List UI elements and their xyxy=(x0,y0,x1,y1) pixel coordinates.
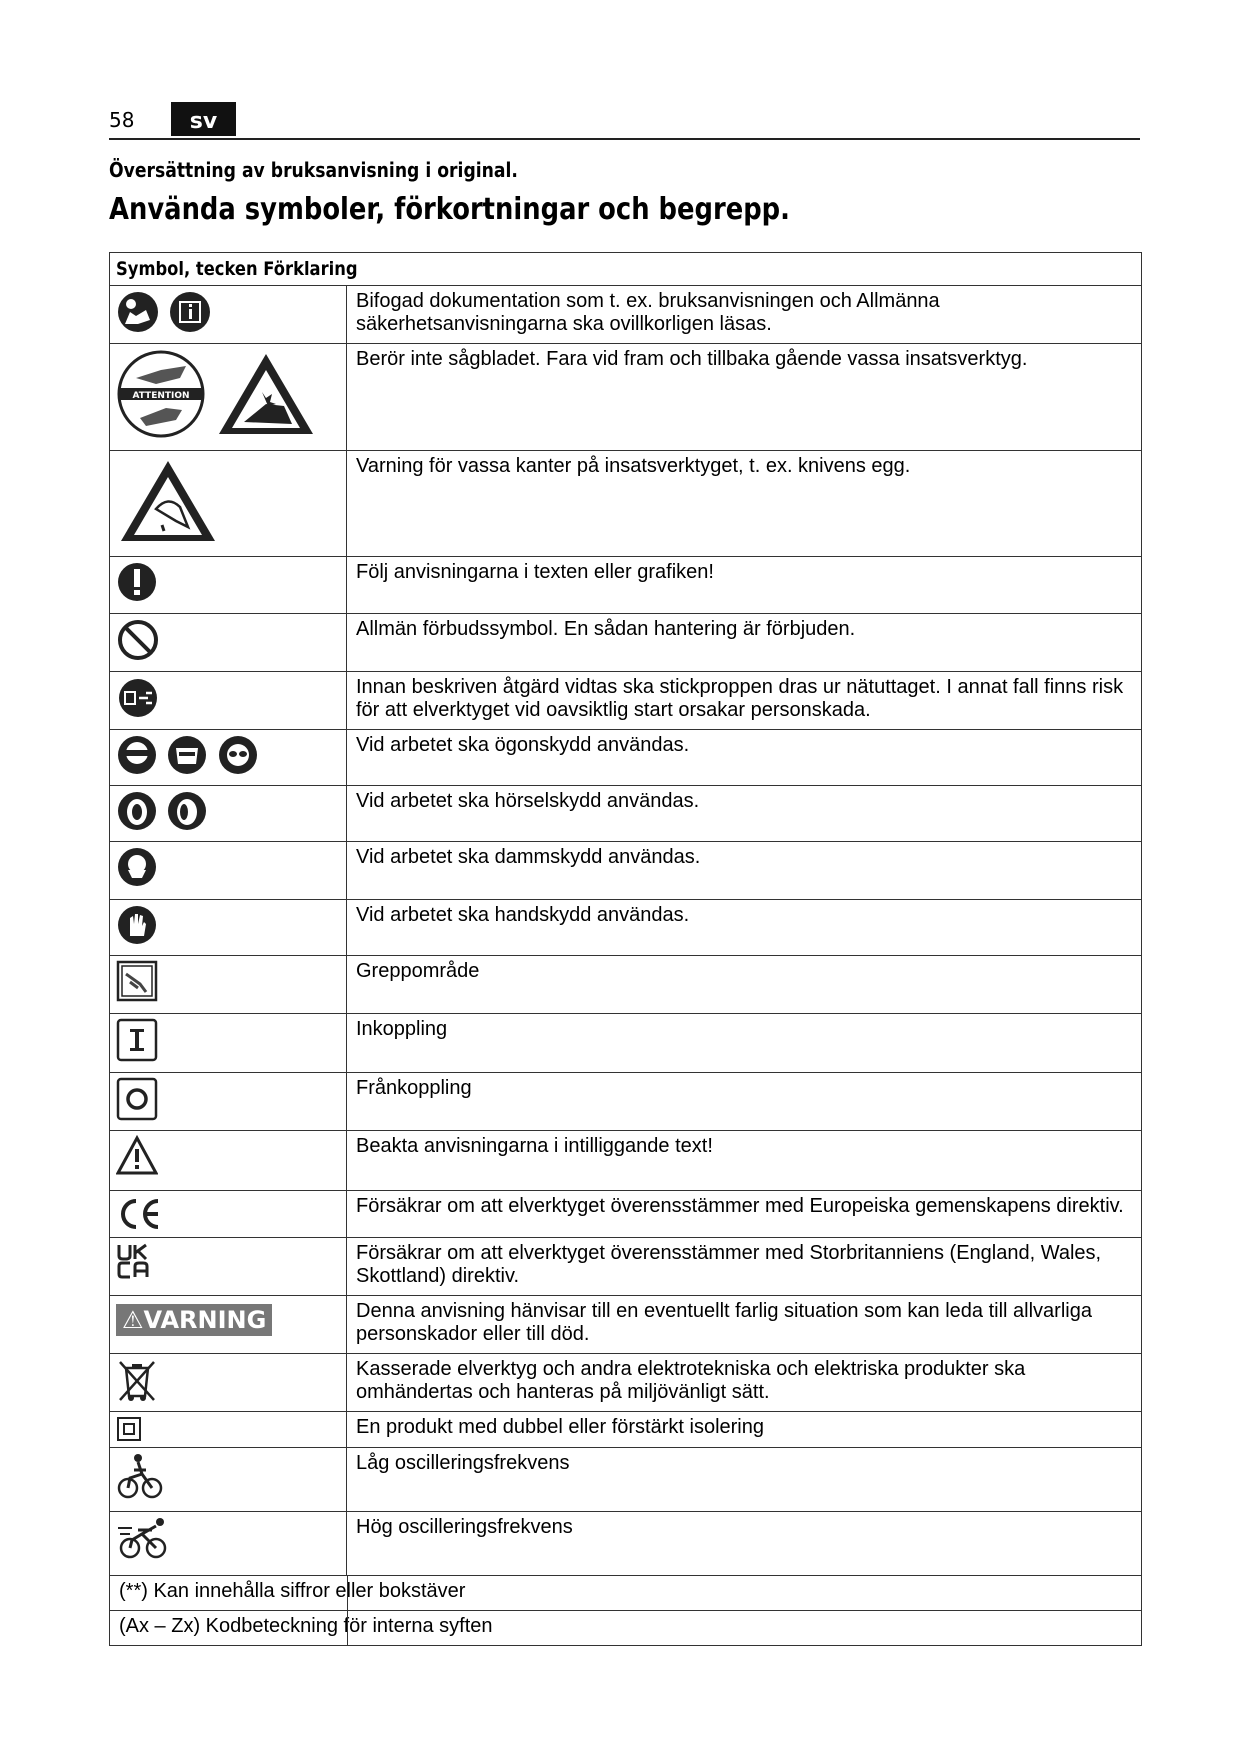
page-number: 58 xyxy=(109,108,135,132)
table-row xyxy=(110,786,1142,842)
gloves-icon xyxy=(116,904,158,946)
row-text: Greppområde xyxy=(347,956,1142,1014)
table-row xyxy=(110,842,1142,900)
row-text: Hög oscilleringsfrekvens xyxy=(347,1512,1142,1576)
page-title: Använda symboler, förkortningar och begrepp. xyxy=(109,192,790,227)
face-shield-icon xyxy=(166,734,208,776)
row-text: Vid arbetet ska ögonskydd användas. xyxy=(347,730,1142,786)
row-text: Försäkrar om att elverktyget överensstämmer med Europeiska gemenskapens direktiv. xyxy=(347,1191,1142,1238)
ear-protection-icon xyxy=(116,790,158,832)
warning-badge xyxy=(116,1304,272,1336)
footnote: (Ax – Zx) Kodbeteckning för interna syften xyxy=(119,1615,493,1637)
table-row xyxy=(110,286,1142,344)
row-text: Inkoppling xyxy=(347,1014,1142,1073)
table-row xyxy=(110,1354,1142,1412)
document-subtitle: Översättning av bruksanvisning i original. xyxy=(109,158,518,182)
goggles-icon xyxy=(217,734,259,776)
caution-triangle-icon xyxy=(116,1135,158,1177)
warning-badge-icon: ⚠ xyxy=(122,1306,144,1334)
row-text: Varning för vassa kanter på insatsverktyget, t. ex. knivens egg. xyxy=(347,451,1142,557)
weee-bin-icon xyxy=(116,1358,158,1404)
table-row xyxy=(110,344,1142,451)
table-header: Symbol, tecken Förklaring xyxy=(116,258,358,280)
row-text: Denna anvisning hänvisar till en eventuellt farlig situation som kan leda till allvarliga personskador eller till död. xyxy=(347,1296,1142,1354)
exclamation-icon xyxy=(116,561,158,603)
table-row xyxy=(110,1448,1142,1512)
switch-on-icon xyxy=(116,1018,158,1062)
table-row xyxy=(110,1512,1142,1576)
table-row xyxy=(110,1576,1142,1611)
table-row xyxy=(110,557,1142,614)
warning-badge-label: VARNING xyxy=(143,1306,267,1334)
slow-cyclist-icon xyxy=(116,1452,164,1502)
language-tab: sv xyxy=(171,102,236,136)
table-row xyxy=(110,956,1142,1014)
table-row xyxy=(110,1131,1142,1191)
grip-area-icon xyxy=(116,960,158,1002)
prohibition-icon xyxy=(116,618,160,662)
symbol-table xyxy=(109,252,1142,1646)
ear-muff-icon xyxy=(166,790,208,832)
ukca-mark-icon xyxy=(116,1242,154,1280)
switch-off-icon xyxy=(116,1077,158,1121)
row-text: Allmän förbudssymbol. En sådan hantering är förbjuden. xyxy=(347,614,1142,672)
table-row xyxy=(110,1412,1142,1448)
unplug-icon xyxy=(116,676,160,720)
table-row xyxy=(110,1073,1142,1131)
table-row xyxy=(110,1611,1142,1646)
row-text: Innan beskriven åtgärd vidtas ska stickproppen dras ur nätuttaget. I annat fall finns risk för att elverktyget vid oavsiktlig start orsakar personskada. xyxy=(347,672,1142,730)
table-row xyxy=(110,1191,1142,1238)
row-text: Frånkoppling xyxy=(347,1073,1142,1131)
table-header-row xyxy=(110,253,1142,286)
blade-hazard-warning-icon xyxy=(214,348,318,440)
attention-blade-icon xyxy=(116,348,206,440)
attention-label: ATTENTION xyxy=(132,391,190,401)
table-row xyxy=(110,1238,1142,1296)
table-row xyxy=(110,672,1142,730)
ce-mark-icon xyxy=(116,1195,164,1233)
row-text: Vid arbetet ska hörselskydd användas. xyxy=(347,786,1142,842)
eye-protection-icon xyxy=(116,734,158,776)
row-text: Försäkrar om att elverktyget överensstämmer med Storbritanniens (England, Wales, Skottland) direktiv. xyxy=(347,1238,1142,1296)
table-row xyxy=(110,1296,1142,1354)
row-text: Vid arbetet ska dammskydd användas. xyxy=(347,842,1142,900)
row-text: Berör inte sågbladet. Fara vid fram och tillbaka gående vassa insatsverktyg. xyxy=(347,344,1142,451)
footnote: (**) Kan innehålla siffror eller bokstäver xyxy=(119,1580,466,1602)
sharp-edge-warning-icon xyxy=(116,455,220,547)
row-text: Låg oscilleringsfrekvens xyxy=(347,1448,1142,1512)
table-row xyxy=(110,614,1142,672)
row-text: Vid arbetet ska handskydd användas. xyxy=(347,900,1142,956)
table-row xyxy=(110,730,1142,786)
table-row xyxy=(110,900,1142,956)
info-book-icon xyxy=(168,290,212,334)
row-text: Bifogad dokumentation som t. ex. bruksanvisningen och Allmänna säkerhetsanvisningarna ska ovillkorligen läsas. xyxy=(347,286,1142,344)
dust-mask-icon xyxy=(116,846,158,888)
read-manual-icon xyxy=(116,290,160,334)
fast-cyclist-icon xyxy=(116,1516,172,1562)
row-text: Följ anvisningarna i texten eller grafiken! xyxy=(347,557,1142,614)
table-row xyxy=(110,451,1142,557)
row-text: Beakta anvisningarna i intilliggande text! xyxy=(347,1131,1142,1191)
row-text: Kasserade elverktyg och andra elektrotekniska och elektriska produkter ska omhändertas och hanteras på miljövänligt sätt. xyxy=(347,1354,1142,1412)
page-header xyxy=(109,100,1140,140)
row-text: En produkt med dubbel eller förstärkt isolering xyxy=(347,1412,1142,1448)
double-insulation-icon xyxy=(116,1416,142,1442)
table-row xyxy=(110,1014,1142,1073)
